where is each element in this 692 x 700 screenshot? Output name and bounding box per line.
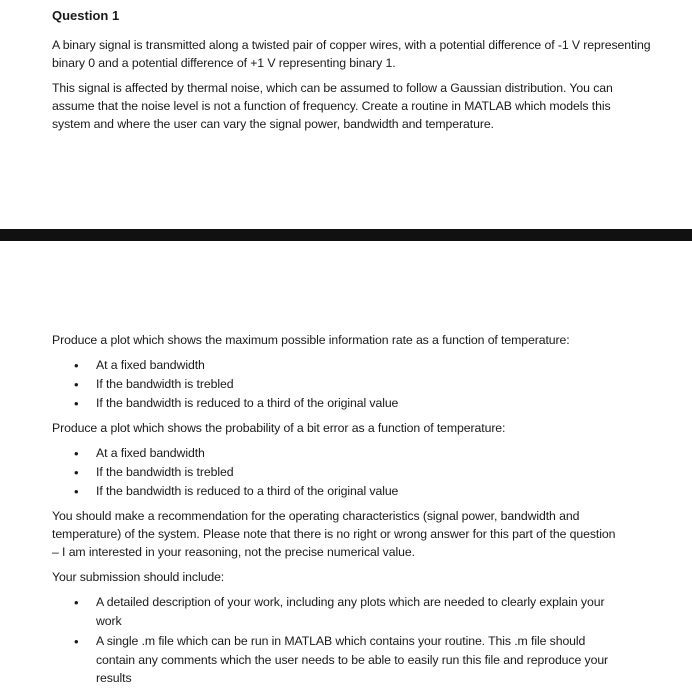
- bullet-icon: •: [74, 484, 79, 499]
- bullet-icon: •: [74, 595, 79, 610]
- bullet-icon: •: [74, 446, 79, 461]
- submission-list: [52, 593, 622, 688]
- list-item: • A detailed description of your work, including any plots which are needed to clearly explain your work: [74, 595, 605, 628]
- plot1-intro: Produce a plot which shows the maximum possible information rate as a function of temperature:: [52, 333, 570, 347]
- list-item: • If the bandwidth is reduced to a third of the original value: [74, 484, 399, 499]
- plot2-list: [52, 444, 622, 501]
- list-item: • At a fixed bandwidth: [74, 446, 205, 461]
- bullet-icon: •: [74, 634, 79, 649]
- tasks-section: [52, 331, 622, 694]
- bullet-icon: •: [74, 358, 79, 373]
- list-item: • If the bandwidth is trebled: [74, 465, 234, 480]
- bullet-icon: •: [74, 465, 79, 480]
- plot2-intro: Produce a plot which shows the probability of a bit error as a function of temperature:: [52, 421, 506, 435]
- bullet-icon: •: [74, 377, 79, 392]
- list-item: • If the bandwidth is reduced to a third of the original value: [74, 396, 399, 411]
- recommendation-paragraph: You should make a recommendation for the operating characteristics (signal power, bandwidth and temperature) of the system. Please note that there is no right or wrong answer for this part of the question – I am interested in your reasoning, not the precise numerical value.: [52, 509, 616, 559]
- question-section: [52, 8, 652, 140]
- plot1-list: [52, 356, 622, 413]
- question-paragraph-1: A binary signal is transmitted along a twisted pair of copper wires, with a potential difference of -1 V representing binary 0 and a potential difference of +1 V representing binary 1.: [52, 38, 651, 70]
- question-title: Question 1: [52, 8, 120, 23]
- list-item: • A single .m file which can be run in MATLAB which contains your routine. This .m file should contain any comments which the user needs to be able to easily run this file and reproduce your results: [74, 634, 609, 685]
- submission-intro: Your submission should include:: [52, 570, 225, 584]
- list-item: • At a fixed bandwidth: [74, 358, 205, 373]
- question-paragraph-2: This signal is affected by thermal noise, which can be assumed to follow a Gaussian distribution. You can assume that the noise level is not a function of frequency. Create a routine in MATLAB which models this system and where the user can vary the signal power, bandwidth and temperature.: [52, 81, 613, 131]
- bullet-icon: •: [74, 396, 79, 411]
- section-divider: [0, 229, 692, 241]
- list-item: • If the bandwidth is trebled: [74, 377, 234, 392]
